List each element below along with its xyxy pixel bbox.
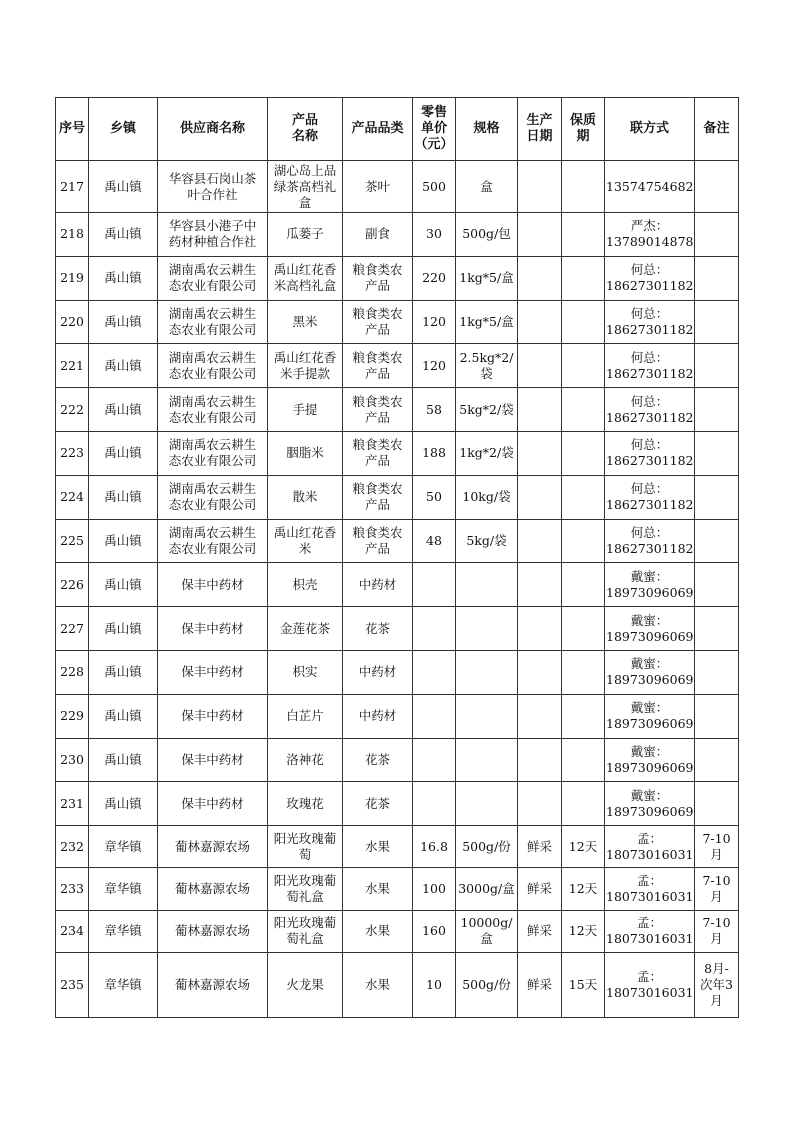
- cell-price: [413, 738, 456, 782]
- cell-price: [413, 563, 456, 607]
- cell-price: 220: [413, 256, 456, 300]
- cell-product-name: 金莲花茶: [268, 607, 343, 651]
- cell-spec: 1kg*5/盒: [456, 256, 518, 300]
- cell-product-name: 黑米: [268, 300, 343, 344]
- table-row: [56, 344, 739, 388]
- cell-production-date: [518, 344, 562, 388]
- cell-remarks: 7-10 月: [695, 910, 739, 952]
- table-row: [56, 475, 739, 519]
- cell-contact: 何总： 18627301182: [605, 475, 695, 519]
- cell-supplier: 华容县石岗山茶 叶合作社: [158, 161, 268, 213]
- cell-spec: 10000g/ 盒: [456, 910, 518, 952]
- cell-category: 水果: [343, 953, 413, 1018]
- cell-product-name: 阳光玫瑰葡 萄: [268, 826, 343, 868]
- cell-spec: 2.5kg*2/ 袋: [456, 344, 518, 388]
- table-row: [56, 694, 739, 738]
- cell-spec: 10kg/袋: [456, 475, 518, 519]
- cell-product-name: 湖心岛上品 绿茶高档礼 盒: [268, 161, 343, 213]
- cell-shelf-life: 12天: [562, 868, 605, 910]
- header-spec: 规格: [456, 98, 518, 161]
- cell-town: 禹山镇: [89, 431, 158, 475]
- table-row: [56, 431, 739, 475]
- table-row: [56, 826, 739, 868]
- table-row: [56, 607, 739, 651]
- cell-product-name: 禹山红花香 米: [268, 519, 343, 563]
- cell-town: 禹山镇: [89, 300, 158, 344]
- cell-production-date: [518, 213, 562, 257]
- cell-contact: 何总： 18627301182: [605, 519, 695, 563]
- cell-contact: 何总： 18627301182: [605, 388, 695, 432]
- cell-shelf-life: [562, 475, 605, 519]
- cell-town: 禹山镇: [89, 256, 158, 300]
- cell-price: 10: [413, 953, 456, 1018]
- cell-production-date: 鲜采: [518, 826, 562, 868]
- cell-supplier: 湖南禹农云耕生 态农业有限公司: [158, 475, 268, 519]
- cell-category: 中药材: [343, 650, 413, 694]
- header-remarks: 备注: [695, 98, 739, 161]
- header-shelf-life: 保质 期: [562, 98, 605, 161]
- table-row: [56, 910, 739, 952]
- cell-supplier: 湖南禹农云耕生 态农业有限公司: [158, 431, 268, 475]
- cell-spec: [456, 607, 518, 651]
- cell-price: 50: [413, 475, 456, 519]
- cell-index: 223: [56, 431, 89, 475]
- cell-spec: 3000g/盒: [456, 868, 518, 910]
- table-row: [56, 868, 739, 910]
- header-price: 零售 单价 （元）: [413, 98, 456, 161]
- product-table: [55, 97, 739, 1018]
- cell-remarks: 8月- 次年3 月: [695, 953, 739, 1018]
- cell-category: 副食: [343, 213, 413, 257]
- cell-index: 232: [56, 826, 89, 868]
- cell-contact: 何总： 18627301182: [605, 256, 695, 300]
- cell-category: 粮食类农 产品: [343, 256, 413, 300]
- cell-product-name: 胭脂米: [268, 431, 343, 475]
- cell-production-date: [518, 388, 562, 432]
- cell-contact: 戴蜜： 18973096069: [605, 782, 695, 826]
- cell-remarks: [695, 650, 739, 694]
- cell-town: 章华镇: [89, 910, 158, 952]
- cell-shelf-life: [562, 607, 605, 651]
- cell-shelf-life: [562, 388, 605, 432]
- cell-production-date: [518, 563, 562, 607]
- table-row: [56, 161, 739, 213]
- cell-shelf-life: [562, 782, 605, 826]
- cell-town: 禹山镇: [89, 607, 158, 651]
- cell-index: 226: [56, 563, 89, 607]
- cell-supplier: 湖南禹农云耕生 态农业有限公司: [158, 388, 268, 432]
- cell-category: 粮食类农 产品: [343, 344, 413, 388]
- table-row: [56, 213, 739, 257]
- cell-category: 花茶: [343, 607, 413, 651]
- cell-shelf-life: [562, 344, 605, 388]
- cell-category: 水果: [343, 910, 413, 952]
- table-row: [56, 256, 739, 300]
- cell-spec: [456, 738, 518, 782]
- cell-production-date: [518, 431, 562, 475]
- cell-production-date: [518, 519, 562, 563]
- cell-index: 218: [56, 213, 89, 257]
- cell-spec: 500g/份: [456, 953, 518, 1018]
- cell-shelf-life: [562, 563, 605, 607]
- cell-index: 231: [56, 782, 89, 826]
- cell-remarks: [695, 782, 739, 826]
- header-index: 序号: [56, 98, 89, 161]
- cell-spec: 盒: [456, 161, 518, 213]
- header-product-name: 产品 名称: [268, 98, 343, 161]
- cell-price: [413, 607, 456, 651]
- cell-product-name: 阳光玫瑰葡 萄礼盒: [268, 868, 343, 910]
- cell-contact: 13574754682: [605, 161, 695, 213]
- cell-town: 章华镇: [89, 868, 158, 910]
- cell-product-name: 枳壳: [268, 563, 343, 607]
- cell-remarks: 7-10 月: [695, 868, 739, 910]
- cell-remarks: [695, 256, 739, 300]
- cell-supplier: 葡林嘉源农场: [158, 868, 268, 910]
- cell-production-date: [518, 782, 562, 826]
- cell-remarks: [695, 563, 739, 607]
- cell-product-name: 白芷片: [268, 694, 343, 738]
- cell-shelf-life: [562, 431, 605, 475]
- cell-production-date: 鲜采: [518, 910, 562, 952]
- cell-shelf-life: 12天: [562, 910, 605, 952]
- cell-town: 禹山镇: [89, 161, 158, 213]
- cell-production-date: [518, 475, 562, 519]
- cell-index: 227: [56, 607, 89, 651]
- cell-supplier: 葡林嘉源农场: [158, 953, 268, 1018]
- cell-supplier: 湖南禹农云耕生 态农业有限公司: [158, 300, 268, 344]
- cell-contact: 孟： 18073016031: [605, 953, 695, 1018]
- cell-price: 16.8: [413, 826, 456, 868]
- cell-remarks: 7-10 月: [695, 826, 739, 868]
- cell-product-name: 洛神花: [268, 738, 343, 782]
- header-production-date: 生产 日期: [518, 98, 562, 161]
- header-category: 产品品类: [343, 98, 413, 161]
- cell-shelf-life: [562, 738, 605, 782]
- cell-index: 233: [56, 868, 89, 910]
- cell-contact: 何总： 18627301182: [605, 344, 695, 388]
- cell-spec: 500g/份: [456, 826, 518, 868]
- cell-contact: 孟： 18073016031: [605, 868, 695, 910]
- cell-spec: 5kg*2/袋: [456, 388, 518, 432]
- cell-spec: [456, 563, 518, 607]
- cell-town: 禹山镇: [89, 650, 158, 694]
- cell-shelf-life: [562, 650, 605, 694]
- cell-price: 160: [413, 910, 456, 952]
- cell-remarks: [695, 161, 739, 213]
- cell-shelf-life: [562, 300, 605, 344]
- cell-index: 217: [56, 161, 89, 213]
- cell-category: 水果: [343, 868, 413, 910]
- cell-index: 221: [56, 344, 89, 388]
- cell-remarks: [695, 388, 739, 432]
- cell-town: 禹山镇: [89, 782, 158, 826]
- table-row: [56, 782, 739, 826]
- cell-contact: 何总： 18627301182: [605, 300, 695, 344]
- cell-remarks: [695, 519, 739, 563]
- cell-contact: 戴蜜： 18973096069: [605, 563, 695, 607]
- cell-production-date: [518, 300, 562, 344]
- table-row: [56, 388, 739, 432]
- cell-spec: [456, 694, 518, 738]
- cell-town: 章华镇: [89, 826, 158, 868]
- table-row: [56, 563, 739, 607]
- cell-supplier: 湖南禹农云耕生 态农业有限公司: [158, 256, 268, 300]
- cell-contact: 戴蜜： 18973096069: [605, 607, 695, 651]
- cell-price: 120: [413, 300, 456, 344]
- cell-category: 粮食类农 产品: [343, 388, 413, 432]
- cell-production-date: [518, 738, 562, 782]
- cell-spec: [456, 650, 518, 694]
- cell-supplier: 湖南禹农云耕生 态农业有限公司: [158, 344, 268, 388]
- cell-price: [413, 782, 456, 826]
- cell-index: 230: [56, 738, 89, 782]
- cell-category: 花茶: [343, 782, 413, 826]
- table-row: [56, 519, 739, 563]
- cell-product-name: 玫瑰花: [268, 782, 343, 826]
- cell-price: 48: [413, 519, 456, 563]
- header-town: 乡镇: [89, 98, 158, 161]
- cell-production-date: [518, 694, 562, 738]
- cell-shelf-life: [562, 256, 605, 300]
- cell-shelf-life: 12天: [562, 826, 605, 868]
- cell-index: 229: [56, 694, 89, 738]
- cell-supplier: 葡林嘉源农场: [158, 826, 268, 868]
- cell-category: 粮食类农 产品: [343, 300, 413, 344]
- cell-index: 224: [56, 475, 89, 519]
- cell-supplier: 葡林嘉源农场: [158, 910, 268, 952]
- cell-production-date: [518, 256, 562, 300]
- cell-supplier: 保丰中药材: [158, 782, 268, 826]
- cell-contact: 戴蜜： 18973096069: [605, 738, 695, 782]
- cell-product-name: 禹山红花香 米高档礼盒: [268, 256, 343, 300]
- cell-town: 禹山镇: [89, 519, 158, 563]
- table-row: [56, 650, 739, 694]
- cell-price: [413, 694, 456, 738]
- cell-category: 中药材: [343, 563, 413, 607]
- header-supplier: 供应商名称: [158, 98, 268, 161]
- cell-product-name: 手提: [268, 388, 343, 432]
- cell-spec: 500g/包: [456, 213, 518, 257]
- cell-town: 禹山镇: [89, 388, 158, 432]
- cell-category: 粮食类农 产品: [343, 431, 413, 475]
- cell-price: 188: [413, 431, 456, 475]
- cell-index: 220: [56, 300, 89, 344]
- cell-index: 222: [56, 388, 89, 432]
- cell-price: 120: [413, 344, 456, 388]
- cell-remarks: [695, 213, 739, 257]
- cell-category: 花茶: [343, 738, 413, 782]
- cell-remarks: [695, 431, 739, 475]
- cell-spec: [456, 782, 518, 826]
- cell-price: 30: [413, 213, 456, 257]
- cell-supplier: 湖南禹农云耕生 态农业有限公司: [158, 519, 268, 563]
- table-header-row: [56, 98, 739, 161]
- cell-supplier: 保丰中药材: [158, 738, 268, 782]
- cell-town: 禹山镇: [89, 694, 158, 738]
- cell-remarks: [695, 344, 739, 388]
- cell-remarks: [695, 475, 739, 519]
- cell-spec: 5kg/袋: [456, 519, 518, 563]
- cell-index: 235: [56, 953, 89, 1018]
- cell-contact: 孟： 18073016031: [605, 910, 695, 952]
- cell-production-date: 鲜采: [518, 868, 562, 910]
- cell-town: 禹山镇: [89, 563, 158, 607]
- cell-category: 茶叶: [343, 161, 413, 213]
- cell-price: [413, 650, 456, 694]
- cell-price: 100: [413, 868, 456, 910]
- cell-town: 章华镇: [89, 953, 158, 1018]
- cell-supplier: 华容县小港子中 药材种植合作社: [158, 213, 268, 257]
- cell-contact: 孟： 18073016031: [605, 826, 695, 868]
- cell-product-name: 禹山红花香 米手提款: [268, 344, 343, 388]
- cell-product-name: 阳光玫瑰葡 萄礼盒: [268, 910, 343, 952]
- cell-contact: 严杰： 13789014878: [605, 213, 695, 257]
- table-row: [56, 738, 739, 782]
- cell-town: 禹山镇: [89, 738, 158, 782]
- cell-contact: 何总： 18627301182: [605, 431, 695, 475]
- cell-index: 234: [56, 910, 89, 952]
- cell-production-date: [518, 607, 562, 651]
- cell-remarks: [695, 607, 739, 651]
- cell-production-date: 鲜采: [518, 953, 562, 1018]
- cell-shelf-life: [562, 213, 605, 257]
- cell-spec: 1kg*2/袋: [456, 431, 518, 475]
- cell-category: 粮食类农 产品: [343, 519, 413, 563]
- cell-shelf-life: [562, 519, 605, 563]
- cell-category: 中药材: [343, 694, 413, 738]
- cell-supplier: 保丰中药材: [158, 650, 268, 694]
- cell-shelf-life: 15天: [562, 953, 605, 1018]
- cell-town: 禹山镇: [89, 344, 158, 388]
- table-row: [56, 953, 739, 1018]
- cell-town: 禹山镇: [89, 475, 158, 519]
- cell-category: 粮食类农 产品: [343, 475, 413, 519]
- cell-shelf-life: [562, 161, 605, 213]
- cell-production-date: [518, 161, 562, 213]
- cell-product-name: 枳实: [268, 650, 343, 694]
- table-row: [56, 300, 739, 344]
- cell-town: 禹山镇: [89, 213, 158, 257]
- cell-remarks: [695, 300, 739, 344]
- cell-supplier: 保丰中药材: [158, 694, 268, 738]
- cell-category: 水果: [343, 826, 413, 868]
- cell-product-name: 散米: [268, 475, 343, 519]
- cell-price: 500: [413, 161, 456, 213]
- cell-product-name: 火龙果: [268, 953, 343, 1018]
- cell-index: 228: [56, 650, 89, 694]
- header-contact: 联方式: [605, 98, 695, 161]
- cell-supplier: 保丰中药材: [158, 563, 268, 607]
- cell-supplier: 保丰中药材: [158, 607, 268, 651]
- cell-contact: 戴蜜： 18973096069: [605, 694, 695, 738]
- cell-production-date: [518, 650, 562, 694]
- cell-price: 58: [413, 388, 456, 432]
- cell-shelf-life: [562, 694, 605, 738]
- cell-contact: 戴蜜： 18973096069: [605, 650, 695, 694]
- cell-index: 225: [56, 519, 89, 563]
- cell-remarks: [695, 694, 739, 738]
- cell-remarks: [695, 738, 739, 782]
- cell-index: 219: [56, 256, 89, 300]
- cell-product-name: 瓜蒌子: [268, 213, 343, 257]
- cell-spec: 1kg*5/盒: [456, 300, 518, 344]
